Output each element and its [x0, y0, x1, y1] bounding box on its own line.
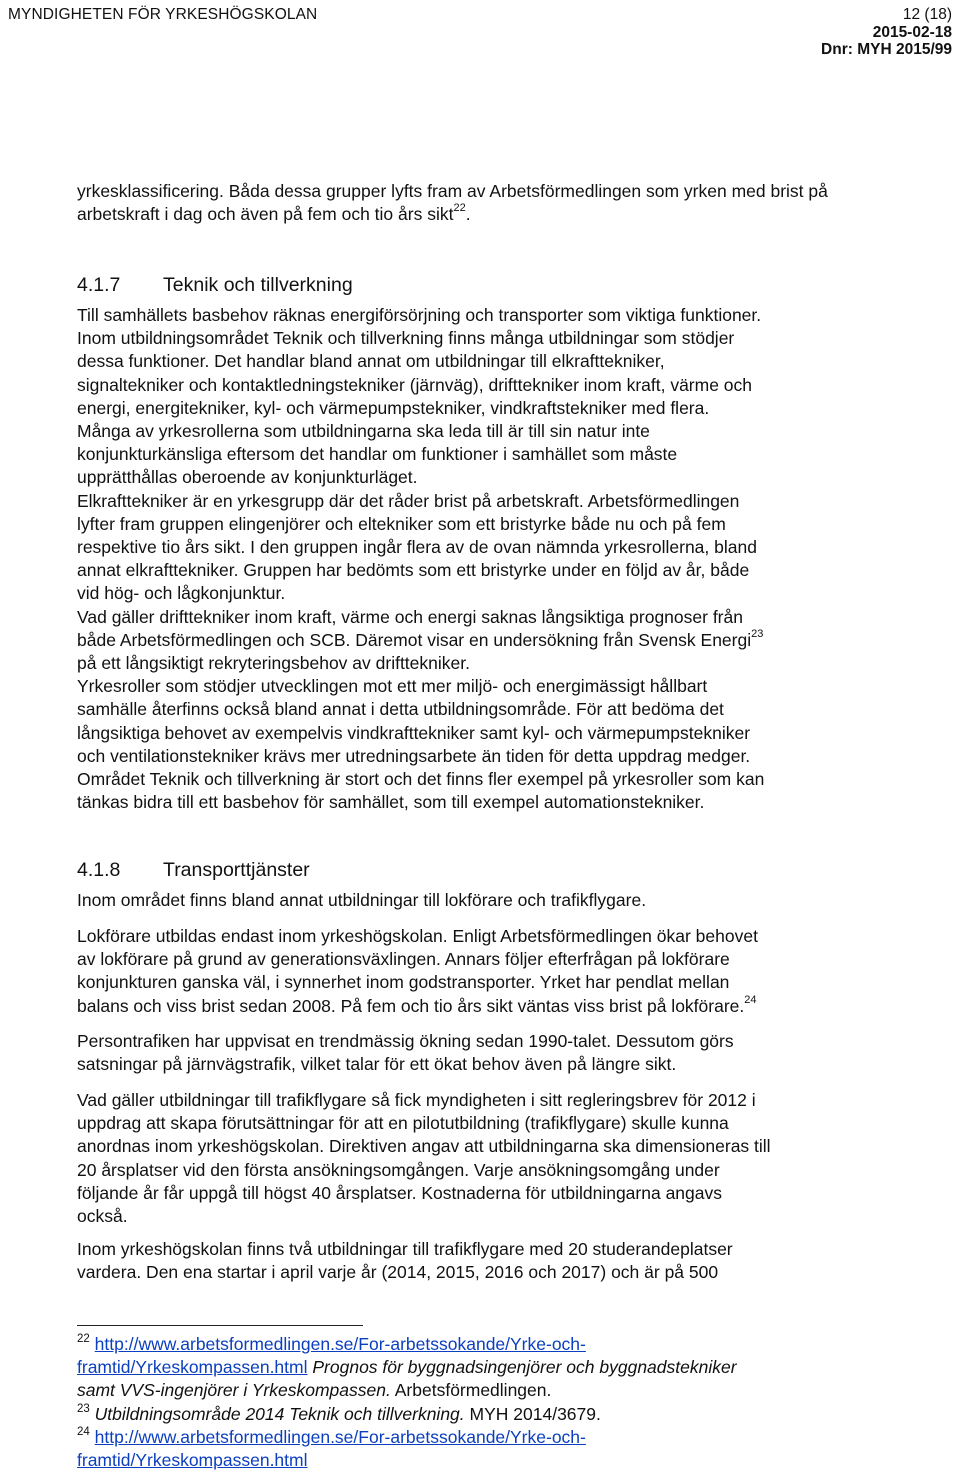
body-line: på ett långsiktigt rekryteringsbehov av drifttekniker. [77, 653, 470, 674]
footnote-link[interactable]: framtid/Yrkeskompassen.html [77, 1357, 308, 1378]
header-meta [821, 6, 952, 59]
footnote-22 [77, 1333, 877, 1356]
body-line: också. [77, 1206, 128, 1227]
body-line: Vad gäller utbildningar till trafikflygare så fick myndigheten i sitt regleringsbrev för 2012 i [77, 1090, 756, 1110]
body-line: 20 årsplatser vid den första ansökningsomgången. Varje ansökningsomgång under [77, 1159, 720, 1180]
section-title: Transporttjänster [163, 859, 310, 881]
intro-paragraph: yrkesklassificering. Båda dessa grupper lyfts fram av Arbetsförmedlingen som yrken med brist på arbetskraft i dag och även på fem och tio års sikt$^{22}$. [77, 181, 828, 225]
body-line: annat elkrafttekniker. Gruppen har bedömts som ett bristyrke under en följd av år, både [77, 560, 750, 581]
section-number: 4.1.8 [77, 859, 121, 881]
body-line: Yrkesroller som stödjer utvecklingen mot ett mer miljö- och energimässigt hållbart [77, 676, 708, 697]
body-line: långsiktiga behovet av exempelvis vindkrafttekniker samt kyl- och värmepumpstekniker [77, 722, 751, 743]
section-418-p1: Inom området finns bland annat utbildningar till lokförare och trafikflygare. [77, 890, 647, 910]
footnote-link[interactable]: http://www.arbetsformedlingen.se/For-arbetssokande/Yrke-och- [94, 1334, 586, 1354]
footnote-number: 22 [77, 1333, 90, 1346]
body-line: och ventilationstekniker krävs mer utredningsarbete än tiden för detta uppdrag medger. [77, 745, 751, 766]
body-line: signaltekniker och kontaktledningstekniker (järnväg), drifttekniker inom kraft, värme och [77, 374, 753, 395]
footnote-link[interactable]: framtid/Yrkeskompassen.html [77, 1450, 308, 1471]
document-date: 2015-02-18 [872, 23, 952, 41]
body-line: konjunkturen ganska väl, i synnerhet inom godstransporter. Yrket har pendlat mellan [77, 972, 730, 993]
body-line: balans och viss brist sedan 2008. På fem och tio års sikt väntas viss brist på lokförare.$^{24}$ [77, 993, 757, 1016]
body-line: lyfter fram gruppen elingenjörer och eltekniker som ett bristyrke både nu och på fem [77, 513, 726, 534]
footnote-24 [77, 1426, 877, 1449]
body-line: konjunkturkänsliga eftersom det handlar om funktioner i samhället som måste [77, 444, 678, 465]
body-line: följande år får uppgå till högst 40 årsplatser. Kostnaderna för utbildningarna angavs [77, 1182, 723, 1203]
footnote-link[interactable]: http://www.arbetsformedlingen.se/For-arbetssokande/Yrke-och- [94, 1426, 586, 1447]
body-line: samhälle återfinns också bland annat i detta utbildningsområde. För att bedöma det [77, 699, 724, 720]
body-line: uppdrag att skapa förutsättningar för att en pilotutbildning (trafikflygare) skulle kunna [77, 1113, 729, 1134]
body-line: Elkrafttekniker är en yrkesgrupp där det råder brist på arbetskraft. Arbetsförmedlingen [77, 490, 740, 511]
footnote-ref-22[interactable]: 22 [453, 202, 466, 215]
section-title: Teknik och tillverkning [163, 274, 353, 296]
footnote-publisher: Arbetsförmedlingen. [394, 1380, 552, 1401]
body-line: Lokförare utbildas endast inom yrkeshögskolan. Enligt Arbetsförmedlingen ökar behovet [77, 926, 758, 946]
body-line: både Arbetsförmedlingen och SCB. Däremot visar en undersökning från Svensk Energi$^{23}$ [77, 628, 764, 650]
section-number: 4.1.7 [77, 274, 121, 296]
body-line: Persontrafiken har uppvisat en trendmässig ökning sedan 1990-talet. Dessutom görs [77, 1031, 734, 1051]
body-line: dessa funktioner. Det handlar bland annat om utbildningar till elkrafttekniker, [77, 351, 665, 372]
body-line: tänkas bidra till ett basbehov för samhället, som till exempel automationstekniker. [77, 792, 705, 813]
footnote-separator [77, 1325, 363, 1326]
body-line: anordnas inom yrkeshögskolan. Direktiven angav att utbildningarna ska dimensioneras till [77, 1136, 771, 1157]
body-line: satsningar på järnvägstrafik, vilket talar för ett ökat behov även på längre sikt. [77, 1054, 677, 1075]
footnote-23 [77, 1403, 877, 1426]
footnote-ref-23[interactable]: 23 [751, 628, 764, 641]
footnotes [77, 1333, 877, 1472]
footnote-number: 24 [77, 1425, 90, 1438]
agency-name: MYNDIGHETEN FÖR YRKESHÖGSKOLAN [8, 6, 318, 23]
section-418-p3 [77, 1030, 937, 1076]
section-418-p2 [77, 925, 937, 1018]
body-line: energi, energitekniker, kyl- och värmepumpstekniker, vindkraftstekniker med flera. [77, 397, 710, 418]
section-418-p5 [77, 1238, 937, 1284]
body-line: Vad gäller drifttekniker inom kraft, värme och energi saknas långsiktiga prognoser från [77, 606, 743, 627]
body-line: av lokförare på grund av generationsväxlingen. Annars följer efterfrågan på lokförare [77, 949, 730, 970]
section-417-body [77, 304, 937, 814]
footnote-source-title: Utbildningsområde 2014 Teknik och tillverkning. [94, 1403, 465, 1424]
document-reference: Dnr: MYH 2015/99 [821, 41, 952, 58]
intro-text: yrkesklassificering. Båda dessa grupper lyfts fram av Arbetsförmedlingen som yrken med brist på arbetskraft i dag och även på fem och tio års sikt [77, 181, 828, 225]
footnote-publisher: MYH 2014/3679. [469, 1403, 601, 1424]
body-line: Inom yrkeshögskolan finns två utbildningar till trafikflygare med 20 studerandeplatser [77, 1239, 733, 1259]
body-line: upprätthållas oberoende av konjunkturläget. [77, 467, 418, 488]
footnote-source-title: samt VVS-ingenjörer i Yrkeskompassen. [77, 1380, 391, 1401]
body-line: Inom utbildningsområdet Teknik och tillverkning finns många utbildningar som stödjer [77, 328, 735, 349]
footnote-source-title: Prognos för byggnadsingenjörer och byggnadstekniker [312, 1357, 737, 1378]
page-number: 12 (18) [902, 6, 952, 23]
body-line: Till samhällets basbehov räknas energiförsörjning och transporter som viktiga funktioner. [77, 305, 762, 325]
section-418-p4 [77, 1089, 937, 1228]
body-line: Området Teknik och tillverkning är stort och det finns fler exempel på yrkesroller som kan [77, 769, 765, 790]
body-line: vid hög- och lågkonjunktur. [77, 583, 286, 604]
body-line: vardera. Den ena startar i april varje år (2014, 2015, 2016 och 2017) och är på 500 [77, 1262, 719, 1283]
section-heading-417 [77, 274, 353, 297]
body-line: respektive tio års sikt. I den gruppen ingår flera av de ovan nämnda yrkesrollerna, bland [77, 537, 757, 558]
footnote-ref-24[interactable]: 24 [744, 993, 757, 1006]
footnote-number: 23 [77, 1402, 90, 1415]
body-line: Många av yrkesrollerna som utbildningarna ska leda till är till sin natur inte [77, 421, 650, 442]
section-heading-418 [77, 859, 310, 882]
